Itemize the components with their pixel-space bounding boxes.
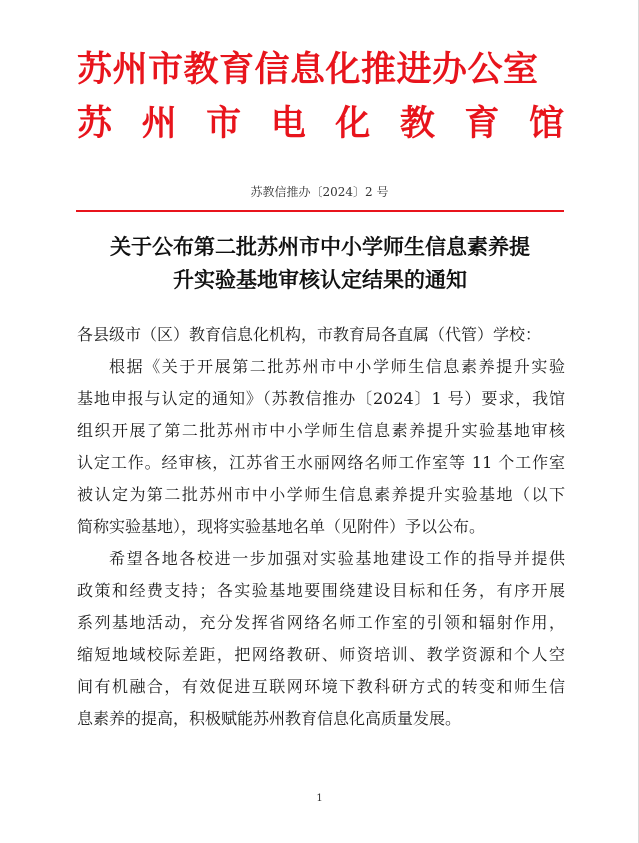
issuing-org-line-2-char: 苏 [77,104,113,144]
issuing-org-line-2-char: 化 [335,104,371,144]
salutation: 各县级市（区）教育信息化机构，市教育局各直属（代管）学校： [77,325,542,344]
paragraph-1-line: 认定工作。经审核，江苏省王水丽网络名师工作室等 11 个工作室 [77,453,565,472]
paragraph-2-line: 缩短地域校际差距，把网络教研、师资培训、教学资源和个人空 [77,645,565,664]
paragraph-2-line: 间有机融合，有效促进互联网环境下教科研方式的转变和师生信 [77,677,565,696]
paragraph-1-line: 根据《关于开展第二批苏州市中小学师生信息素养提升实验 [109,357,565,376]
issuing-org-line-2 [77,102,565,146]
issuing-org-line-2-char: 育 [464,104,500,144]
paragraph-2-line: 希望各地各校进一步加强对实验基地建设工作的指导并提供 [109,549,565,568]
paragraph-1-line: 基地申报与认定的通知》（苏教信推办〔2024〕1 号）要求，我馆 [77,389,565,408]
paragraph-1-line: 组织开展了第二批苏州市中小学师生信息素养提升实验基地审核 [77,421,565,440]
issuing-org-line-2-char: 馆 [528,104,564,144]
paragraph-1-line: 简称实验基地），现将实验基地名单（见附件）予以公布。 [77,517,486,536]
document-number: 苏教信推办〔2024〕2 号 [250,185,389,199]
issuing-org-line-2-char: 州 [141,104,177,144]
issuing-org-line-2-char: 教 [399,104,435,144]
paragraph-2-line: 系列基地活动，充分发挥省网络名师工作室的引领和辐射作用， [77,613,565,632]
issuing-org-line-1: 苏州市教育信息化推进办公室 [77,50,539,90]
paragraph-1-line: 被认定为第二批苏州市中小学师生信息素养提升实验基地（以下 [77,485,565,504]
issuing-org-line-2-char: 电 [270,104,306,144]
document-title-line-2: 升实验基地审核认定结果的通知 [173,267,467,292]
paragraph-2-line: 息素养的提高，积极赋能苏州教育信息化高质量发展。 [77,709,462,728]
issuing-org-line-2-char: 市 [206,104,242,144]
red-header-rule [76,210,564,212]
document-title-line-1: 关于公布第二批苏州市中小学师生信息素养提 [110,234,530,259]
paragraph-2-line: 政策和经费支持；各实验基地要围绕建设目标和任务，有序开展 [77,581,565,600]
page-number: 1 [316,793,323,804]
